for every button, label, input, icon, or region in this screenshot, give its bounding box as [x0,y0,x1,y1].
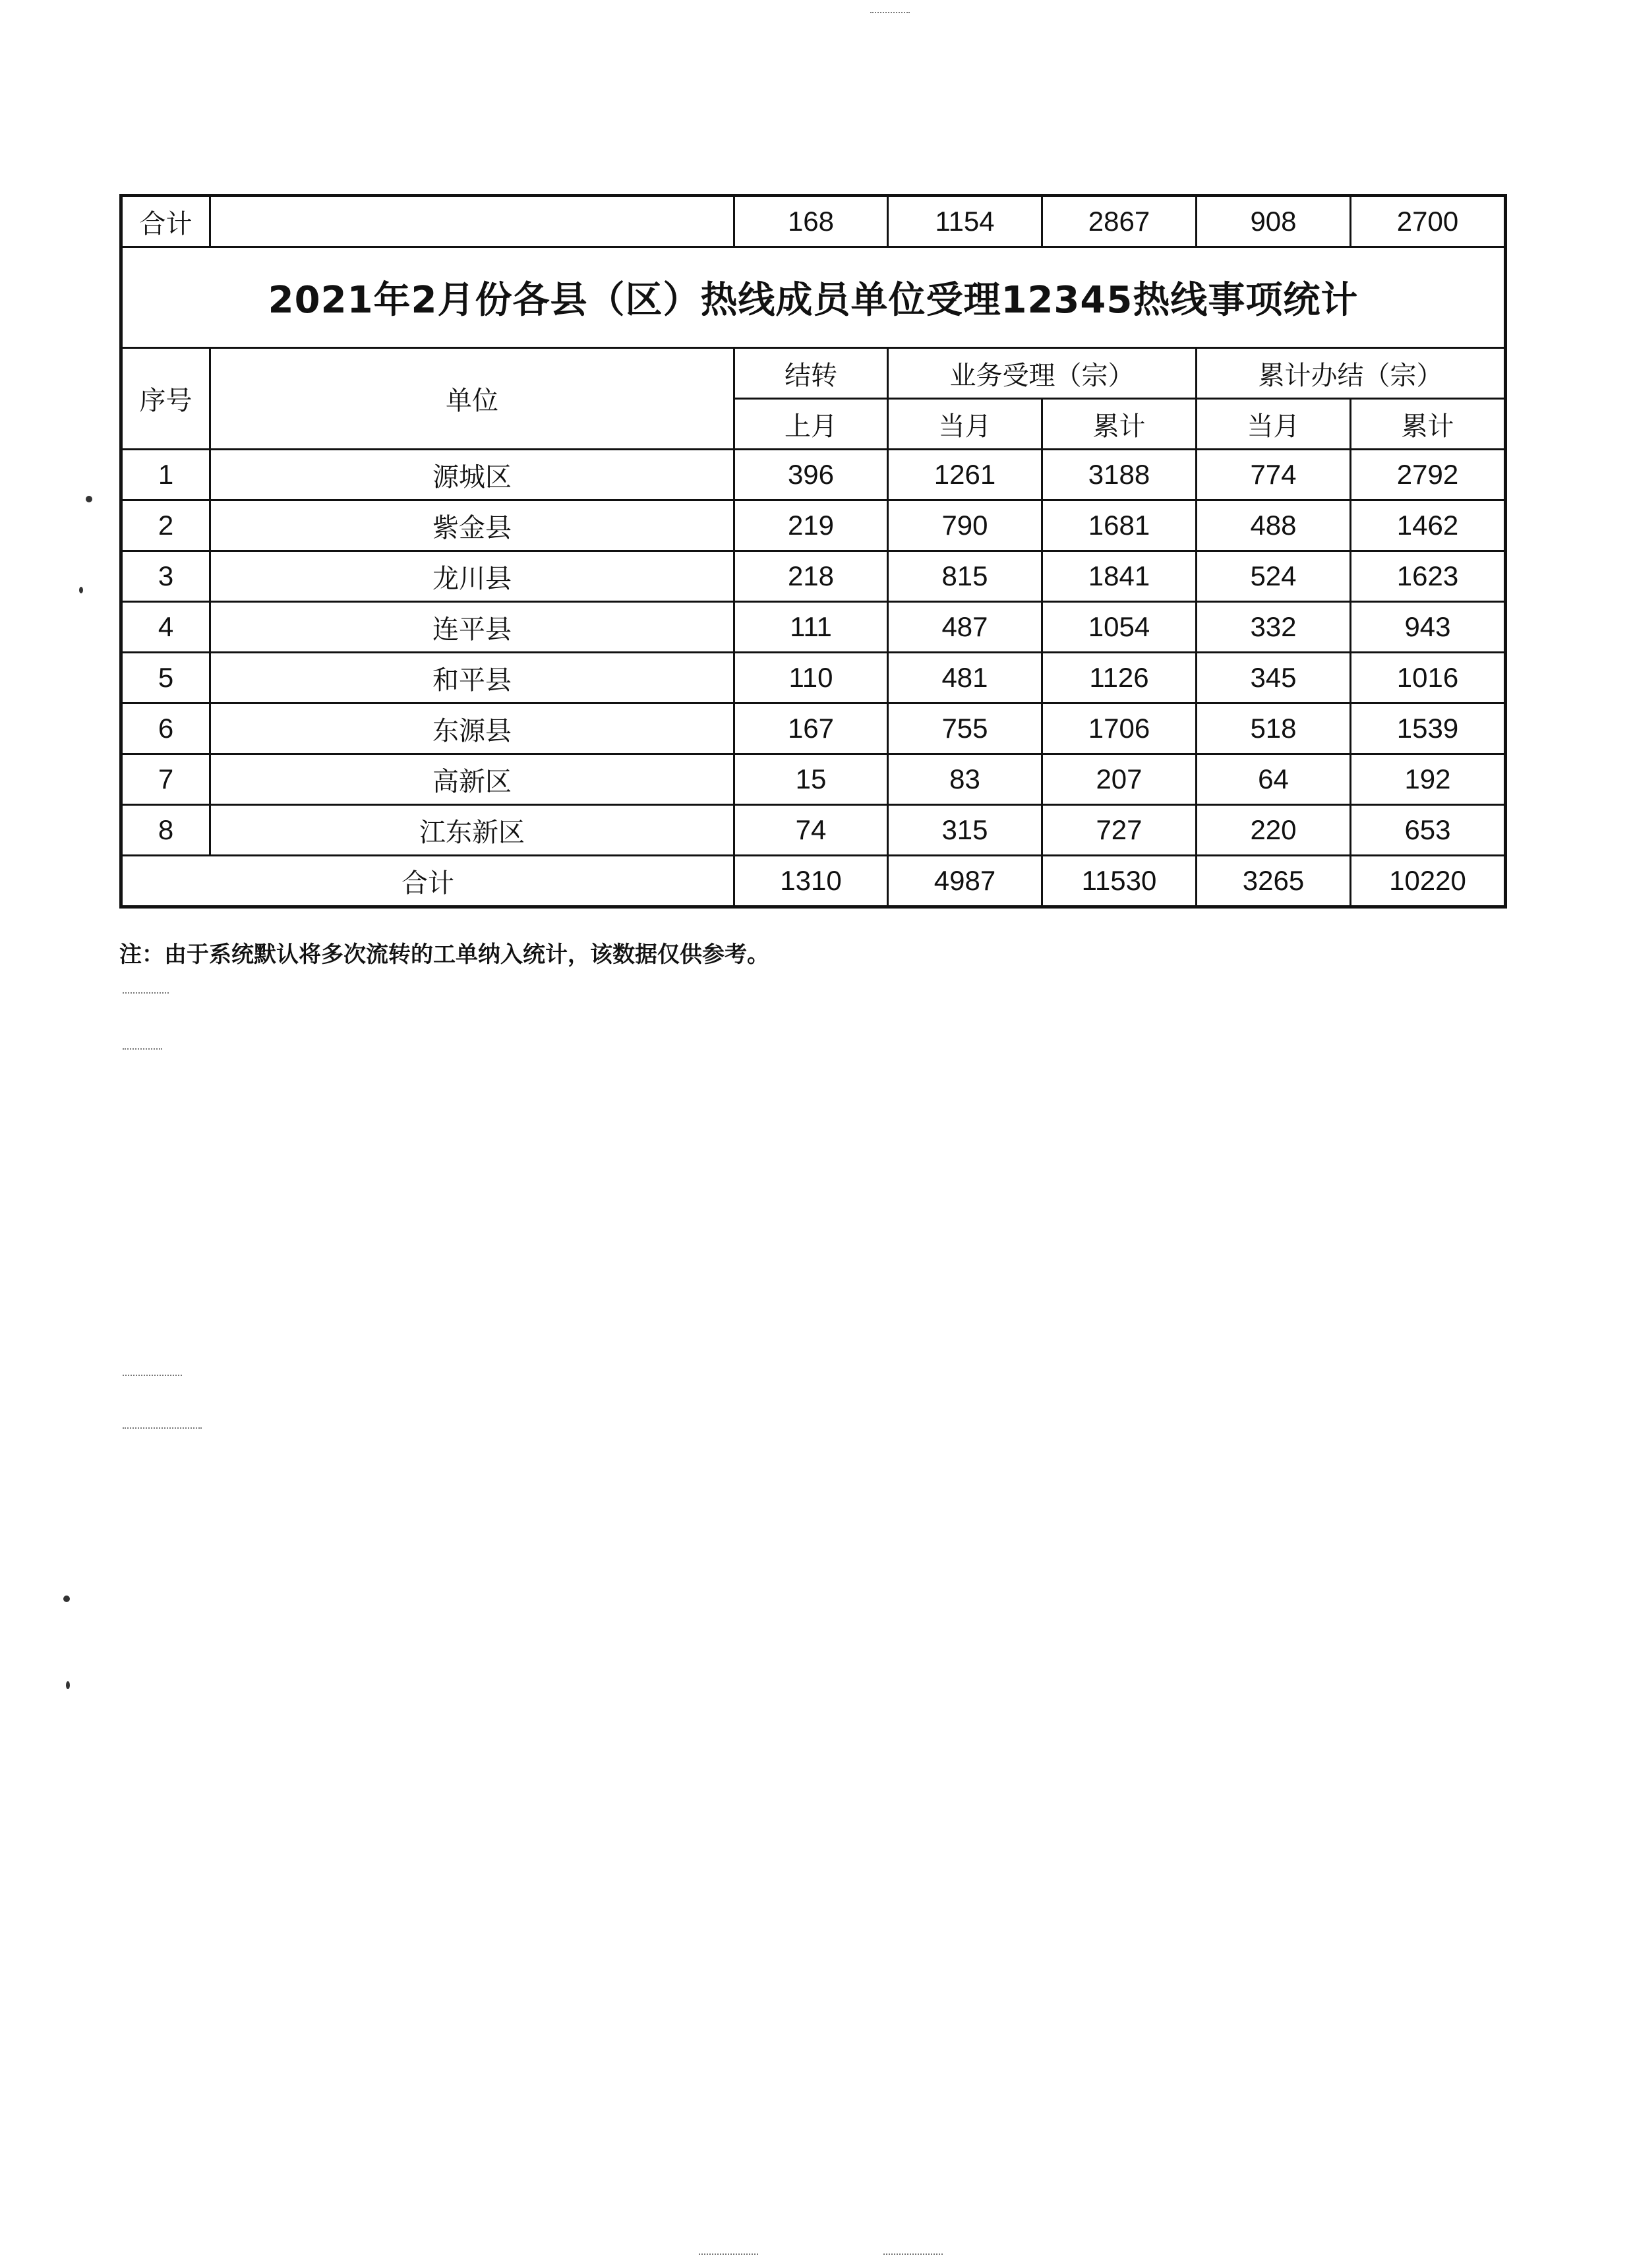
row-unit: 源城区 [210,450,734,500]
row-accept-month: 815 [888,551,1042,602]
title-row [121,247,1506,348]
header-carry-group: 结转 [734,348,888,399]
previous-total-empty [210,196,734,247]
row-accept-cum: 1681 [1042,500,1197,551]
row-close-cum: 943 [1351,602,1506,653]
header-row-1 [121,348,1506,399]
scan-mark [123,992,169,994]
row-close-month: 64 [1197,754,1351,805]
row-seq: 5 [121,653,210,703]
row-seq: 7 [121,754,210,805]
table-row [121,754,1506,805]
scan-speck [66,1681,70,1689]
table-row [121,551,1506,602]
row-carry: 219 [734,500,888,551]
row-carry: 15 [734,754,888,805]
row-unit: 和平县 [210,653,734,703]
row-close-month: 220 [1197,805,1351,856]
row-carry: 167 [734,703,888,754]
row-accept-month: 481 [888,653,1042,703]
row-accept-month: 790 [888,500,1042,551]
previous-total-row [121,196,1506,247]
hotline-stats-table [119,194,1507,909]
table-row [121,703,1506,754]
total-accept-month: 4987 [888,856,1042,907]
row-accept-month: 83 [888,754,1042,805]
previous-total-value: 1154 [888,196,1042,247]
total-close-cum: 10220 [1351,856,1506,907]
header-accept-month: 当月 [888,399,1042,450]
row-close-cum: 1462 [1351,500,1506,551]
row-unit: 高新区 [210,754,734,805]
table-row [121,653,1506,703]
row-seq: 4 [121,602,210,653]
header-unit: 单位 [210,348,734,450]
previous-total-value: 168 [734,196,888,247]
previous-total-value: 908 [1197,196,1351,247]
row-seq: 3 [121,551,210,602]
row-close-cum: 1016 [1351,653,1506,703]
scan-mark [123,1048,162,1050]
scan-mark [123,1375,182,1376]
row-close-cum: 1623 [1351,551,1506,602]
row-close-month: 332 [1197,602,1351,653]
row-accept-cum: 1841 [1042,551,1197,602]
table-title: 2021年2月份各县（区）热线成员单位受理12345热线事项统计 [121,247,1506,348]
total-carry: 1310 [734,856,888,907]
total-accept-cum: 11530 [1042,856,1197,907]
row-seq: 8 [121,805,210,856]
header-accept-cum: 累计 [1042,399,1197,450]
scan-mark [883,2253,943,2255]
footnote: 注：由于系统默认将多次流转的工单纳入统计，该数据仅供参考。 [119,941,769,968]
row-unit: 紫金县 [210,500,734,551]
row-close-cum: 192 [1351,754,1506,805]
row-close-cum: 1539 [1351,703,1506,754]
table-row [121,805,1506,856]
row-close-month: 524 [1197,551,1351,602]
row-carry: 396 [734,450,888,500]
row-unit: 东源县 [210,703,734,754]
table-row [121,500,1506,551]
table-row [121,602,1506,653]
row-close-cum: 2792 [1351,450,1506,500]
row-accept-month: 755 [888,703,1042,754]
row-carry: 218 [734,551,888,602]
row-unit: 龙川县 [210,551,734,602]
row-carry: 110 [734,653,888,703]
previous-total-label: 合计 [121,196,210,247]
row-accept-month: 1261 [888,450,1042,500]
row-carry: 111 [734,602,888,653]
row-seq: 1 [121,450,210,500]
row-unit: 连平县 [210,602,734,653]
table-row [121,450,1506,500]
header-carry-sub: 上月 [734,399,888,450]
header-close-cum: 累计 [1351,399,1506,450]
header-close-group: 累计办结（宗） [1197,348,1506,399]
row-close-cum: 653 [1351,805,1506,856]
header-seq: 序号 [121,348,210,450]
row-accept-cum: 207 [1042,754,1197,805]
row-unit: 江东新区 [210,805,734,856]
scan-mark [870,12,910,13]
header-close-month: 当月 [1197,399,1351,450]
row-accept-cum: 727 [1042,805,1197,856]
previous-total-value: 2867 [1042,196,1197,247]
row-accept-cum: 1054 [1042,602,1197,653]
row-accept-cum: 3188 [1042,450,1197,500]
row-accept-month: 315 [888,805,1042,856]
scan-mark [123,1427,202,1429]
scan-speck [79,587,83,593]
scan-mark [699,2253,758,2255]
row-close-month: 488 [1197,500,1351,551]
header-accept-group: 业务受理（宗） [888,348,1197,399]
total-label: 合计 [121,856,734,907]
row-carry: 74 [734,805,888,856]
row-close-month: 518 [1197,703,1351,754]
total-close-month: 3265 [1197,856,1351,907]
row-close-month: 345 [1197,653,1351,703]
previous-total-value: 2700 [1351,196,1506,247]
row-accept-cum: 1706 [1042,703,1197,754]
row-seq: 6 [121,703,210,754]
row-accept-month: 487 [888,602,1042,653]
row-seq: 2 [121,500,210,551]
row-close-month: 774 [1197,450,1351,500]
row-accept-cum: 1126 [1042,653,1197,703]
scan-speck [86,496,92,502]
total-row [121,856,1506,907]
scan-speck [63,1596,70,1602]
